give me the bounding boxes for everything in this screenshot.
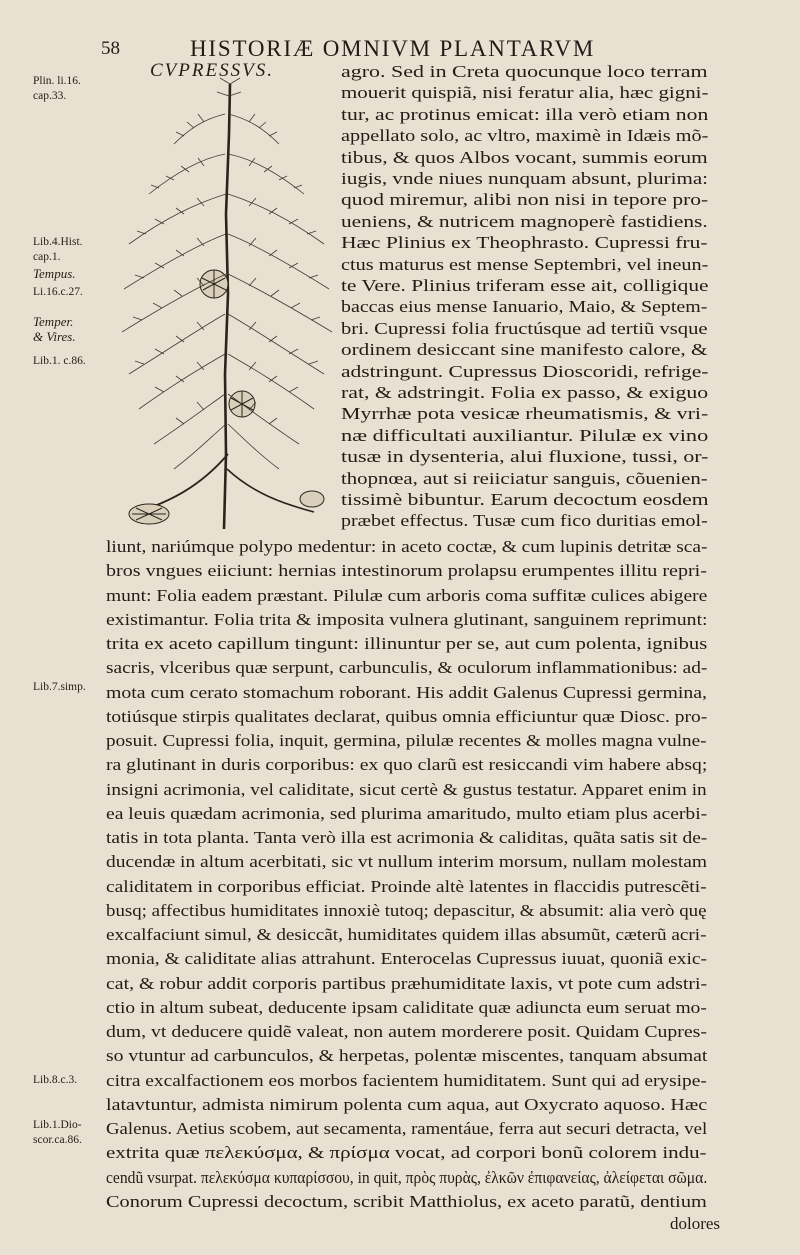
text-line-1: liunt, nariúmque polypo medentur: in aceto coctæ, & cum lupinis detritæ sca- <box>106 537 708 556</box>
side-line-15: adstringunt. Cupressus Dioscoridi, refrige- <box>341 361 709 381</box>
text-line-19: cat, & robur addit corporis partibus præhumiditate laxis, vt pote cum adstri- <box>106 973 708 993</box>
text-line-28: Conorum Cupressi decoctum, scribit Matthiolus, ex aceto paratũ, dentium <box>106 1191 707 1211</box>
side-line-8: ueniens, & nutricem magnoperè fastidiens. <box>341 211 708 231</box>
margin-note-galen: Lib.7.simp. <box>33 681 86 693</box>
side-line-17: Myrrhæ pota vesicæ rheumatismis, & vri- <box>341 404 709 424</box>
text-line-11: insigni acrimonia, vel caliditate, sicut certè & gustus testatur. Apparet enim in <box>106 779 707 799</box>
text-line-9: posuit. Cupressi folia, inquit, germina, pilulæ recentes & molles magna vulne- <box>106 731 707 750</box>
side-line-16: rat, & adstringit. Folia ex passo, & exiguo <box>341 383 709 402</box>
text-line-13: tatis in tota planta. Tanta verò illa est acrimonia & caliditas, quãta satis sit de- <box>106 828 708 847</box>
side-line-21: tissimè bibuntur. Earum decoctum eosdem <box>341 490 709 509</box>
margin-note-matthiolus: Lib.1.Dio- scor.ca.86. <box>33 1119 82 1146</box>
margin-note-aetius: Lib.8.c.3. <box>33 1074 78 1086</box>
figure-label: CVPRESSVS. <box>150 60 274 81</box>
side-line-11: te Vere. Plinius triferam esse ait, colligique <box>341 276 709 295</box>
text-line-27: cendũ vsurpat. πελεκύσμα κυπαρίσσου, in quit, πρὸς πυρὰς, ἐλκῶν ἐπιφανείας, ἀλείφεται σῶμα. <box>106 1167 708 1187</box>
side-line-12: baccas eius mense Ianuario, Maio, & Septem- <box>341 297 708 317</box>
side-line-22: præbet effectus. Tusæ cum fico duritias emol- <box>341 511 708 531</box>
side-line-10: ctus maturus est mense Septembri, vel ineun- <box>341 254 709 274</box>
text-line-21: dum, vt deducere quidẽ valeat, non autem morderere posit. Quidam Cupres- <box>106 1022 707 1041</box>
side-line-20: thopnœa, aut si reiiciatur sanguis, cõuenien- <box>341 468 708 488</box>
margin-note-temperamentum: Temper. & Vires. <box>33 314 76 344</box>
side-line-4: appellato solo, ac vltro, maximè in Idæis mõ- <box>341 126 709 146</box>
margin-note-pliny: Plin. li.16. cap.33. <box>33 75 81 102</box>
catchword: dolores <box>670 1214 721 1233</box>
text-line-16: busq; affectibus humiditates innoxiè tutoq; depascitur, & absumit: alia verò quę <box>106 900 707 920</box>
side-line-14: ordinem desiccant sine manifesto calore, & <box>341 340 708 360</box>
side-line-2: mouerit quispiã, nisi feratur alia, hæc gigni- <box>341 83 709 103</box>
text-line-12: ea leuis quædam acrimonia, sed plurima amaritudo, multo etiam plus acerbi- <box>106 803 708 823</box>
side-line-18: næ difficultati auxiliantur. Pilulæ ex vino <box>341 425 709 445</box>
side-line-1: agro. Sed in Creta quocunque loco terram <box>341 62 708 81</box>
side-line-19: tusæ in dysenteria, alui fluxione, tussi, or- <box>341 447 709 467</box>
text-line-24: latavtuntur, admista nimirum polenta cum aqua, aut Oxycrato aquoso. Hæc <box>106 1094 708 1114</box>
margin-note-dioscorides: Lib.1. c.86. <box>33 355 86 367</box>
text-line-18: monia, & caliditate alias attrahunt. Enterocelas Cupressus iuuat, quoniã exic- <box>106 949 708 969</box>
text-line-26: extrita quæ πελεκύσμα, & πρίσμα vocat, ad corpori bonũ colorem indu- <box>106 1143 707 1163</box>
text-line-2: bros vngues eiiciunt: hernias intestinorum prolapsu erumpentes illitu repri- <box>106 561 707 581</box>
text-line-20: ctio in altum subeat, deducente ipsam caliditate quæ adiuncta eum seruat mo- <box>106 997 707 1017</box>
text-line-23: citra excalfactionem eos morbos facientem humiditatem. Sunt qui ad erysipe- <box>106 1070 707 1090</box>
margin-note-pliny-2: Li.16.c.27. <box>33 286 83 298</box>
margin-note-tempus: Tempus. <box>33 266 76 281</box>
text-line-22: so vtuntur ad carbunculos, & herpetas, polentæ miscentes, tanquam absumat <box>106 1046 708 1066</box>
text-line-10: ra glutinant in duris corporibus: ex quo clarũ est resiccandi vim habere absq; <box>106 755 708 775</box>
text-line-6: sacris, vlceribus quæ serpunt, carbunculis, & oculorum inflammationibus: ad- <box>106 658 708 678</box>
text-line-17: excalfaciunt simul, & desiccãt, humiditates quidem illas absumũt, cæterũ acri- <box>106 925 707 944</box>
text-line-14: ducendæ in altum acerbitati, sic vt nullum interim morsum, nullam molestam <box>106 852 708 872</box>
running-title: HISTORIÆ OMNIVM PLANTARVM <box>190 36 596 61</box>
text-line-15: caliditatem in corporibus efficiat. Proinde altè latentes in flaccidis putrescẽti- <box>106 876 707 896</box>
text-line-5: trita ex aceto capillum tingunt: illinuntur per se, aut cum polenta, ignibus <box>106 634 708 653</box>
text-line-3: munt: Folia eadem præstant. Pilulæ cum arboris coma suffitæ culices abigere <box>106 585 708 605</box>
page-number: 58 <box>101 38 120 59</box>
side-line-9: Hæc Plinius ex Theophrasto. Cupressi fru- <box>341 233 708 253</box>
text-line-7: mota cum cerato stomachum roborant. His addit Galenus Cupressi germina, <box>106 682 708 702</box>
side-line-7: quod miremur, alibi non nisi in tepore pro- <box>341 190 709 210</box>
margin-note-theophrastus: Lib.4.Hist. cap.1. <box>33 236 83 263</box>
text-line-8: totiúsque stirpis qualitates declarat, quibus omnia efficiuntur quæ Diosc. pro- <box>106 706 708 726</box>
side-line-13: bri. Cupressi folia fructúsque ad tertiũ vsque <box>341 318 708 338</box>
text-line-25: Galenus. Aetius scobem, aut secamenta, ramentáue, ferra aut securi detracta, vel <box>106 1119 708 1138</box>
text-line-4: existimantur. Folia trita & imposita vulnera glutinant, sanguinem reprimunt: <box>106 609 708 629</box>
cypress-illustration <box>104 74 348 539</box>
side-line-3: tur, ac protinus emicat: illa verò etiam non <box>341 104 709 124</box>
side-line-5: tibus, & quos Albos vocant, summis eorum <box>341 147 708 167</box>
side-line-6: iugis, vnde niues nunquam absunt, plurima: <box>341 169 708 188</box>
